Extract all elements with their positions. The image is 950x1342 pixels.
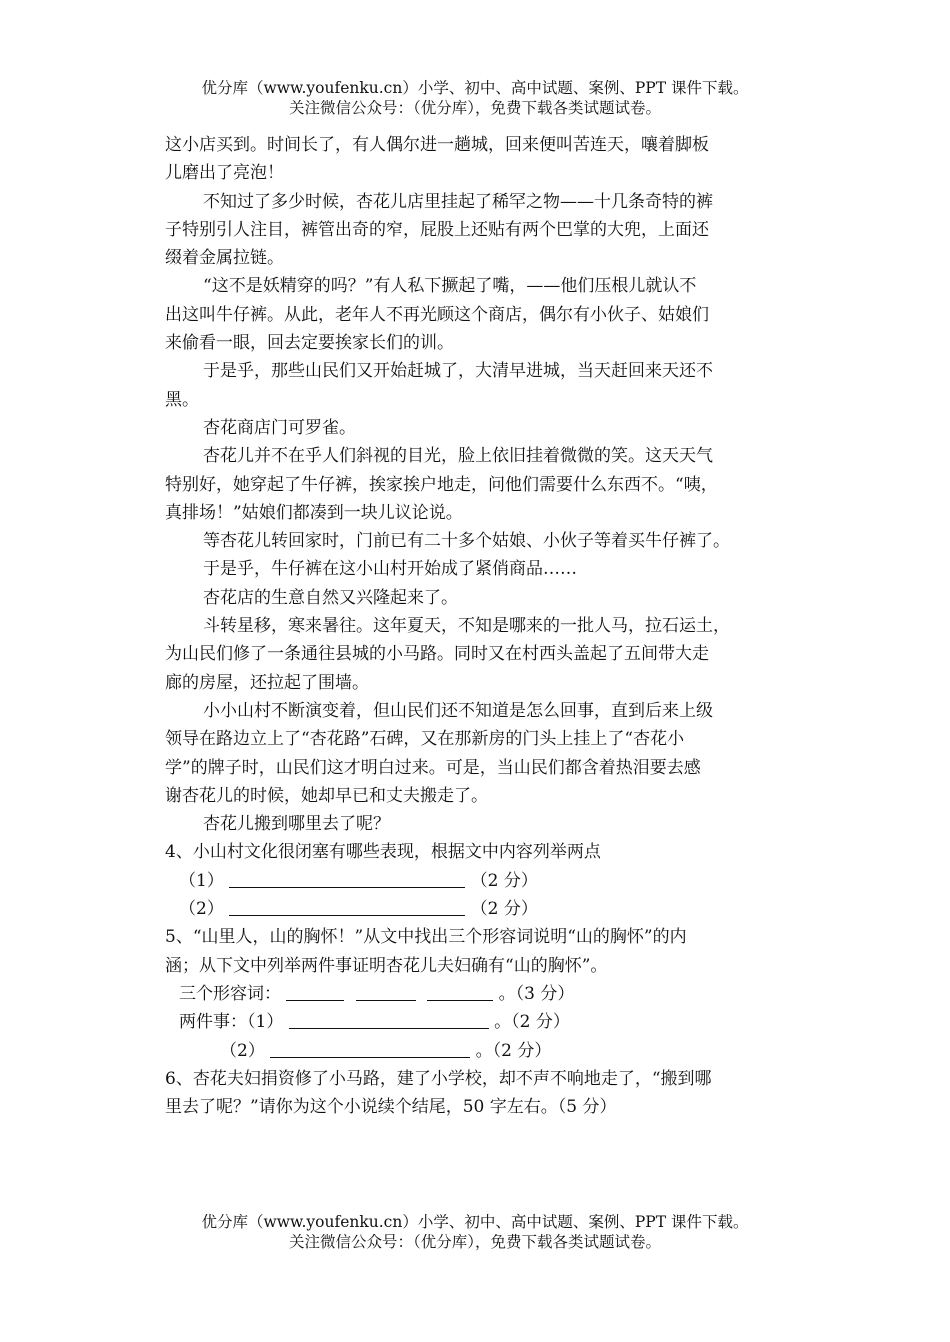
item-score: 。（2 分） <box>494 1012 570 1033</box>
question-5-adjectives <box>165 980 805 1008</box>
question-4-item-2 <box>165 895 805 923</box>
passage-line: 真排场！”姑娘们都凑到一块儿议论说。 <box>165 502 463 523</box>
passage-line: 子特别引人注目，裤管出奇的窄，屁股上还贴有两个巴掌的大兜，上面还 <box>165 219 709 240</box>
question-6 <box>165 1065 805 1122</box>
passage-line: 于是乎，牛仔裤在这小山村开始成了紧俏商品…… <box>203 559 577 580</box>
adjectives-label: 三个形容词： <box>179 983 281 1004</box>
footer-line-1: 优分库（www.youfenku.cn）小学、初中、高中试题、案例、PPT 课件下载。 <box>201 1213 749 1231</box>
item-label: （1） <box>179 870 224 891</box>
passage-line: 杏花儿搬到哪里去了呢？ <box>203 814 390 835</box>
answer-blank[interactable] <box>286 982 344 1001</box>
document-body <box>165 131 805 1121</box>
passage-line: 杏花儿并不在乎人们斜视的目光，脸上依旧挂着微微的笑。这天天气 <box>203 446 713 467</box>
item-score: （2 分） <box>470 899 538 920</box>
page-footer <box>0 1212 950 1252</box>
footer-line-2: 关注微信公众号：（优分库），免费下载各类试题试卷。 <box>288 1233 661 1251</box>
passage-line: 杏花商店门可罗雀。 <box>203 417 356 438</box>
answer-blank[interactable] <box>229 897 465 916</box>
passage-line: 于是乎，那些山民们又开始赶城了，大清早进城，当天赶回来天还不 <box>203 361 713 382</box>
question-4 <box>165 838 805 923</box>
passage-line: 不知过了多少时候，杏花儿店里挂起了稀罕之物——十几条奇特的裤 <box>203 191 713 212</box>
passage-line: 为山民们修了一条通往县城的小马路。同时又在村西头盖起了五间带大走 <box>165 644 709 665</box>
answer-blank[interactable] <box>427 982 493 1001</box>
passage-line: 谢杏花儿的时候，她却早已和丈夫搬走了。 <box>165 785 488 806</box>
item-score: 。（3 分） <box>498 983 575 1004</box>
question-5-stem: 涵；从下文中列举两件事证明杏花儿夫妇确有“山的胸怀”。 <box>165 955 608 976</box>
passage-line: “这不是妖精穿的吗？”有人私下撅起了嘴，——他们压根儿就认不 <box>203 276 697 297</box>
passage-line: 小小山村不断演变着，但山民们还不知道是怎么回事，直到后来上级 <box>203 700 713 721</box>
item-label: （2） <box>179 899 224 920</box>
item-label: （2） <box>220 1040 265 1061</box>
question-5-thing-2 <box>165 1037 805 1065</box>
question-4-item-1 <box>165 867 805 895</box>
header-line-2: 关注微信公众号：（优分库），免费下载各类试题试卷。 <box>288 99 661 117</box>
header-line-1: 优分库（www.youfenku.cn）小学、初中、高中试题、案例、PPT 课件下载。 <box>201 79 749 97</box>
passage-line: 领导在路边立上了“杏花路”石碑，又在那新房的门头上挂上了“杏花小 <box>165 729 685 750</box>
passage-line: 缀着金属拉链。 <box>165 248 284 269</box>
passage-line: 廊的房屋，还拉起了围墙。 <box>165 672 369 693</box>
passage-line: 这小店买到。时间长了，有人偶尔进一趟城，回来便叫苦连天，嚷着脚板 <box>165 135 709 155</box>
passage-line: 出这叫牛仔裤。从此，老年人不再光顾这个商店，偶尔有小伙子、姑娘们 <box>165 304 709 325</box>
passage-line: 儿磨出了亮泡！ <box>165 163 284 184</box>
item-score: 。（2 分） <box>475 1040 552 1061</box>
passage-line: 杏花店的生意自然又兴隆起来了。 <box>203 587 458 608</box>
question-5-stem: 5、“山里人，山的胸怀！”从文中找出三个形容词说明“山的胸怀”的内 <box>165 927 687 948</box>
passage-line: 特别好，她穿起了牛仔裤，挨家挨户地走，问他们需要什么东西不。“咦， <box>165 474 718 495</box>
question-6-stem: 6、杏花夫妇捐资修了小马路，建了小学校，却不声不响地走了，“搬到哪 <box>165 1068 712 1089</box>
passage-line: 等杏花儿转回家时，门前已有二十多个姑娘、小伙子等着买牛仔裤了。 <box>203 531 730 552</box>
item-score: （2 分） <box>470 870 538 891</box>
page-header <box>0 78 950 118</box>
answer-blank[interactable] <box>356 982 416 1001</box>
passage-line: 黑。 <box>165 389 199 410</box>
question-6-stem: 里去了呢？”请你为这个小说续个结尾，50 字左右。（5 分） <box>165 1097 617 1118</box>
answer-blank[interactable] <box>270 1039 470 1058</box>
passage-line: 学”的牌子时，山民们这才明白过来。可是，当山民们都含着热泪要去感 <box>165 757 701 778</box>
answer-blank[interactable] <box>229 869 465 888</box>
reading-passage <box>165 131 805 838</box>
question-5-thing-1 <box>165 1008 805 1036</box>
passage-line: 斗转星移，寒来暑往。这年夏天，不知是哪来的一批人马，拉石运土， <box>203 616 730 637</box>
answer-blank[interactable] <box>289 1010 489 1029</box>
two-things-label: 两件事：（1） <box>179 1012 284 1033</box>
passage-line: 来偷看一眼，回去定要挨家长们的训。 <box>165 333 454 354</box>
question-4-stem: 4、小山村文化很闭塞有哪些表现，根据文中内容列举两点 <box>165 842 601 863</box>
question-5 <box>165 923 805 1064</box>
